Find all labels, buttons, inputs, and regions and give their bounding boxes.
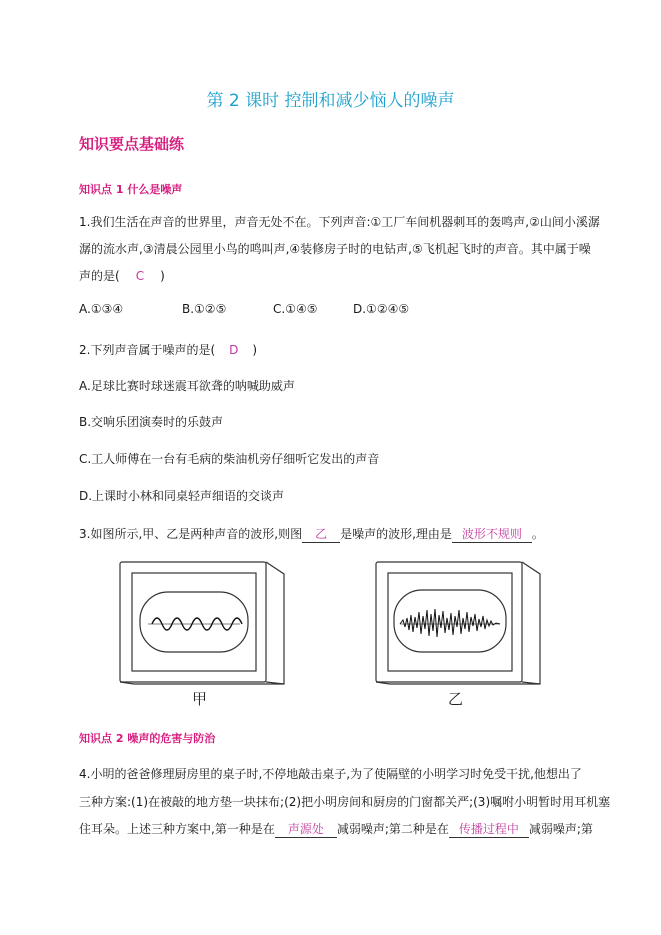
q1-option-b: B.①②⑤ xyxy=(182,302,227,316)
q4-part-1: 住耳朵。上述三种方案中,第一种是在 xyxy=(79,822,275,836)
q4-line-1: 4.小明的爸爸修理厨房里的桌子时,不停地敲击桌子,为了使隔壁的小明学习时免受干扰,他想出了 xyxy=(79,767,582,781)
q1-stem-end: 声的是( xyxy=(79,269,120,283)
q3-blank-2: 波形不规则 xyxy=(452,525,532,543)
q1-close: ) xyxy=(160,269,165,283)
q3-part-2: 是噪声的波形,理由是 xyxy=(340,527,452,541)
oscilloscope-b-figure xyxy=(374,560,544,686)
figure-a-label: 甲 xyxy=(192,690,208,708)
q1-line-1: 1.我们生活在声音的世界里，声音无处不在。下列声音:①工厂车间机器刺耳的轰鸣声,②山间小溪潺 xyxy=(79,215,600,229)
q4-part-2: 减弱噪声;第二种是在 xyxy=(336,822,449,836)
q4-line-3 xyxy=(79,820,593,838)
q1-option-a: A.①③④ xyxy=(79,302,124,316)
q4-blank-1: 声源处 xyxy=(275,820,337,838)
irregular-waveform xyxy=(400,609,500,637)
q3-blank-1: 乙 xyxy=(302,525,340,543)
q2-option-b: B.交响乐团演奏时的乐鼓声 xyxy=(79,415,224,429)
q2-stem-line xyxy=(79,341,257,358)
q2-option-a: A.足球比赛时球迷震耳欲聋的呐喊助威声 xyxy=(79,379,295,393)
q1-line-2: 潺的流水声,③清晨公园里小鸟的鸣叫声,④装修房子时的电钻声,⑤飞机起飞时的声音。其中属于噪 xyxy=(79,242,591,256)
figure-b-label: 乙 xyxy=(448,690,464,708)
page-title: 第 2 课时 控制和减少恼人的噪声 xyxy=(206,91,455,111)
knowledge-point-2: 知识点 2 噪声的危害与防治 xyxy=(79,732,216,745)
q4-line-2: 三种方案:(1)在被敲的地方垫一块抹布;(2)把小明房间和厨房的门窗都关严;(3)嘱咐小明暂时用耳机塞 xyxy=(79,795,611,809)
section-title: 知识要点基础练 xyxy=(79,135,185,153)
q2-answer: D xyxy=(229,343,239,357)
q4-part-3: 减弱噪声;第 xyxy=(528,822,593,836)
q3-line xyxy=(79,525,544,543)
q1-option-c: C.①④⑤ xyxy=(273,302,318,316)
q2-option-d: D.上课时小林和同桌轻声细语的交谈声 xyxy=(79,489,285,503)
oscilloscope-a-figure xyxy=(118,560,288,686)
q3-part-1: 3.如图所示,甲、乙是两种声音的波形,则图 xyxy=(79,527,303,541)
q1-line-3 xyxy=(79,267,165,284)
q2-option-c: C.工人师傅在一台有毛病的柴油机旁仔细听它发出的声音 xyxy=(79,452,380,466)
q2-close: ) xyxy=(252,343,258,357)
q2-stem: 2.下列声音属于噪声的是( xyxy=(79,343,216,357)
q1-options xyxy=(79,302,599,318)
knowledge-point-1: 知识点 1 什么是噪声 xyxy=(79,183,183,196)
q4-blank-2: 传播过程中 xyxy=(449,820,529,838)
q1-answer: C xyxy=(135,269,145,283)
q1-option-d: D.①②④⑤ xyxy=(353,302,410,316)
q3-part-3: 。 xyxy=(531,527,544,541)
